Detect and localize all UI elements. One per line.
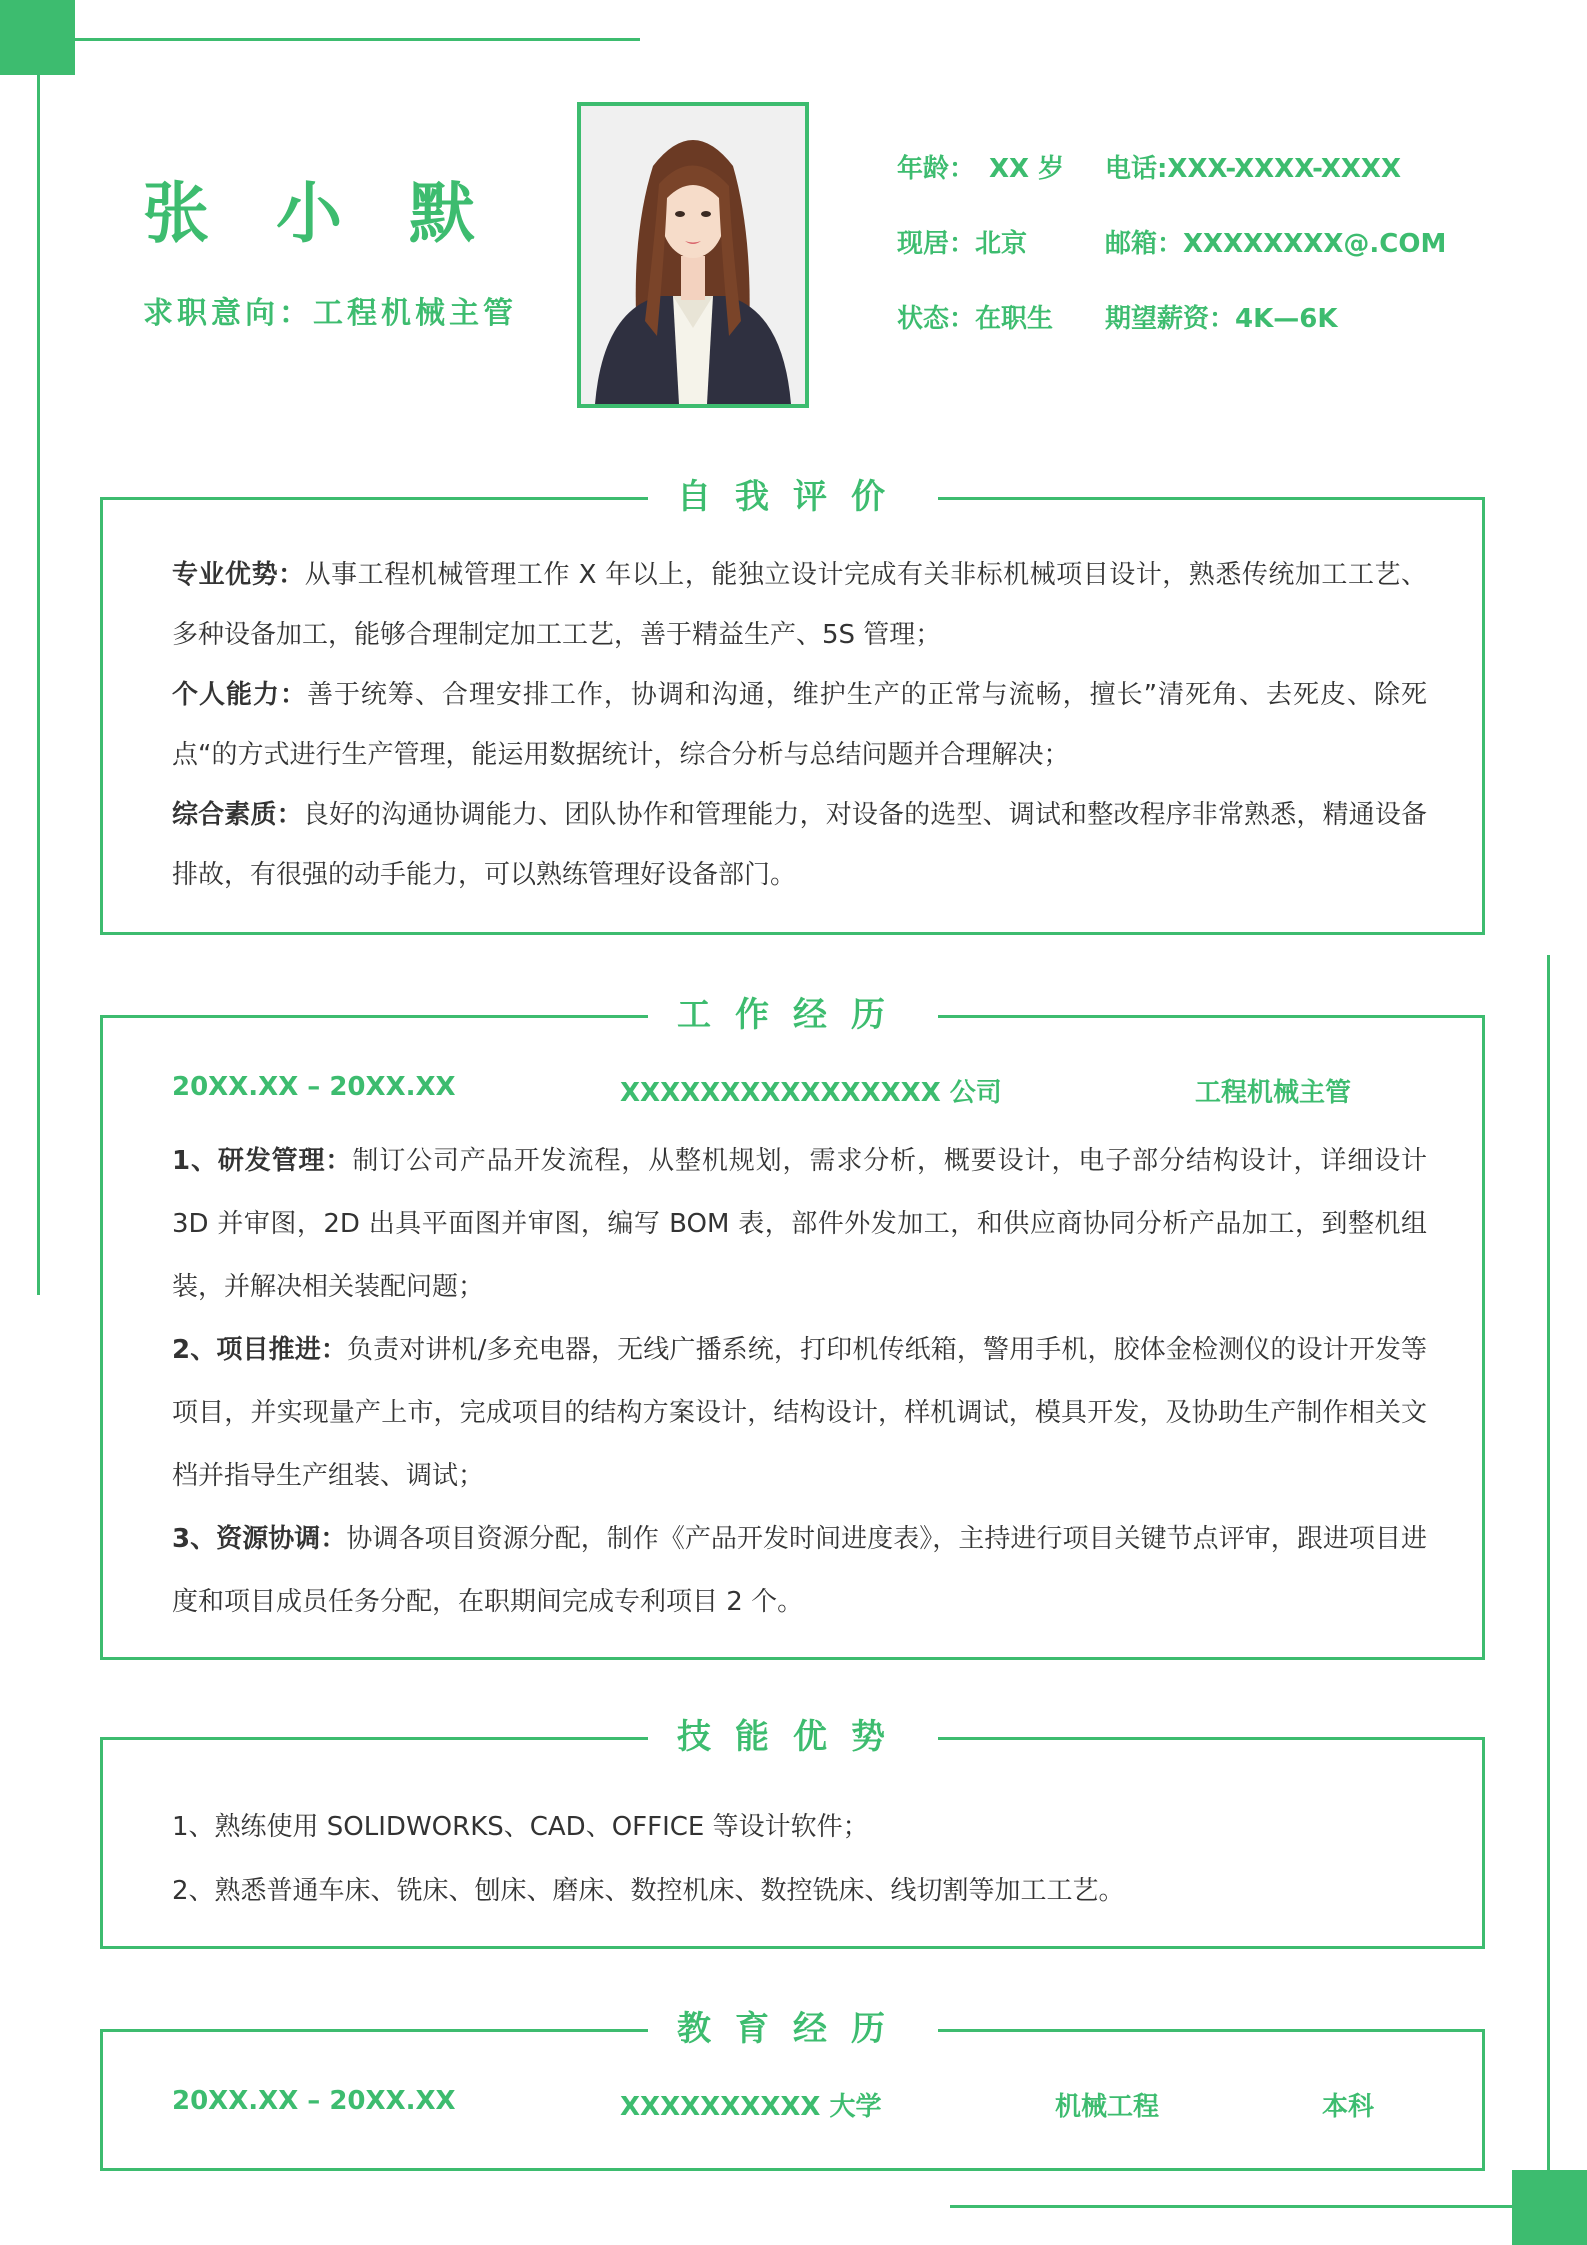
- decor-line-bottom: [950, 2205, 1512, 2208]
- decor-line-left: [37, 75, 40, 1295]
- job-intention: 求职意向：工程机械主管: [143, 296, 517, 331]
- info-residence: 现居：北京: [897, 229, 1028, 259]
- decor-line-right: [1547, 955, 1550, 2170]
- work-company: XXXXXXXXXXXXXXXX 公司: [620, 1078, 1002, 1108]
- education-degree: 本科: [1322, 2092, 1375, 2122]
- skills-list: [172, 1795, 1427, 1923]
- education-major: 机械工程: [1055, 2092, 1160, 2122]
- skill-item: 1、熟练使用 SOLIDWORKS、CAD、OFFICE 等设计软件；: [172, 1812, 869, 1842]
- self-eval-item: 专业优势：从事工程机械管理工作 X 年以上，能独立设计完成有关非标机械项目设计，熟悉传统加工工艺、多种设备加工，能够合理制定加工工艺，善于精益生产、5S 管理；: [172, 560, 1427, 650]
- profile-photo: [577, 102, 809, 408]
- info-status: 状态：在职生: [897, 304, 1054, 334]
- education-period: 20XX.XX – 20XX.XX: [172, 2086, 456, 2116]
- work-duties-list: [172, 1130, 1427, 1634]
- portrait-illustration: [581, 106, 805, 404]
- corner-square-top-left: [0, 0, 75, 75]
- education-school: XXXXXXXXXX 大学: [620, 2092, 882, 2122]
- education-title: 教育经历: [648, 2004, 938, 2054]
- work-position: 工程机械主管: [1195, 1078, 1352, 1108]
- work-duty-item: 1、研发管理：制订公司产品开发流程，从整机规划，需求分析，概要设计，电子部分结构设计，详细设计 3D 并审图，2D 出具平面图并审图，编写 BOM 表，部件外发加工，和供应商协同分析产品加工，到整机组装，并解决相关装配问题；: [172, 1146, 1427, 1302]
- candidate-name: 张 小 默: [143, 175, 497, 252]
- work-experience-title: 工作经历: [648, 990, 938, 1040]
- corner-square-bottom-right: [1512, 2170, 1587, 2245]
- self-eval-item: 个人能力：善于统筹、合理安排工作，协调和沟通，维护生产的正常与流畅，擅长”清死角、去死皮、除死点“的方式进行生产管理，能运用数据统计，综合分析与总结问题并合理解决；: [172, 680, 1427, 770]
- info-salary: 期望薪资：4K—6K: [1105, 304, 1338, 334]
- info-phone: 电话:XXX-XXXX-XXXX: [1105, 154, 1402, 184]
- work-duty-item: 3、资源协调：协调各项目资源分配，制作《产品开发时间进度表》，主持进行项目关键节点评审，跟进项目进度和项目成员任务分配，在职期间完成专利项目 2 个。: [172, 1524, 1427, 1617]
- decor-line-top: [75, 38, 640, 41]
- self-evaluation-title: 自我评价: [648, 472, 938, 522]
- work-duty-item: 2、项目推进：负责对讲机/多充电器，无线广播系统，打印机传纸箱，警用手机，胶体金检测仪的设计开发等项目，并实现量产上市，完成项目的结构方案设计，结构设计，样机调试，模具开发，及协助生产制作相关文档并指导生产组装、调试；: [172, 1335, 1428, 1491]
- skill-item: 2、熟悉普通车床、铣床、刨床、磨床、数控机床、数控铣床、线切割等加工工艺。: [172, 1876, 1125, 1906]
- self-eval-item: 综合素质：良好的沟通协调能力、团队协作和管理能力，对设备的选型、调试和整改程序非常熟悉，精通设备排故，有很强的动手能力，可以熟练管理好设备部门。: [172, 800, 1427, 890]
- info-email: 邮箱：XXXXXXXX@.COM: [1105, 229, 1447, 259]
- work-period: 20XX.XX – 20XX.XX: [172, 1072, 456, 1102]
- skills-title: 技能优势: [648, 1712, 938, 1762]
- self-evaluation-list: [172, 545, 1427, 905]
- info-age: 年龄： XX 岁: [897, 154, 1065, 184]
